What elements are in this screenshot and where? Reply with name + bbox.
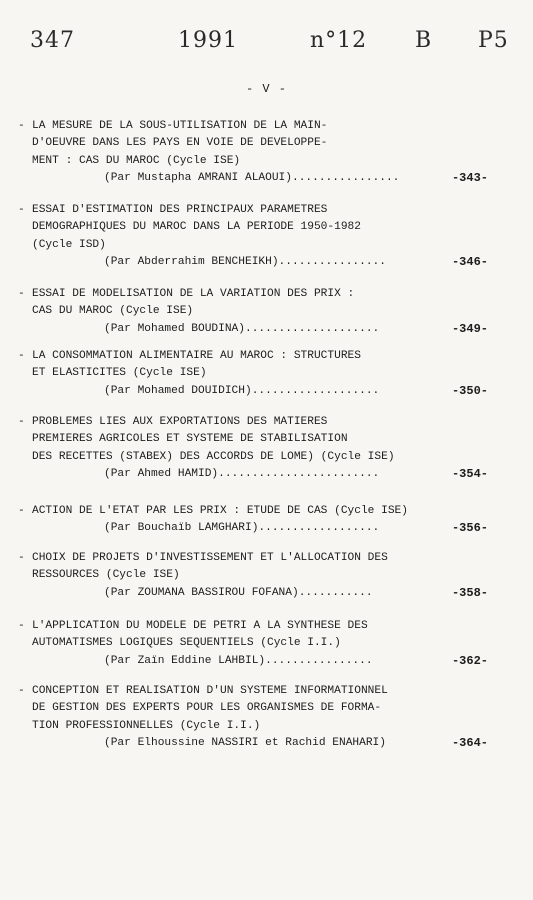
entry-dash: - (18, 505, 25, 517)
entry-title-line: DES RECETTES (STABEX) DES ACCORDS DE LOME) (Cycle ISE) (32, 450, 395, 463)
entry-dash: - (18, 685, 25, 697)
entry-author: (Par Ahmed HAMID)........................ (104, 467, 380, 480)
entry-title-line: ET ELASTICITES (Cycle ISE) (32, 367, 207, 380)
entry-page: -362- (451, 653, 488, 668)
entry-dash: - (18, 120, 25, 132)
entry-author-line (18, 321, 498, 338)
entry-dash: - (18, 350, 25, 362)
entry-title-line: PROBLEMES LIES AUX EXPORTATIONS DES MATIERES (32, 416, 328, 428)
handwritten-issue: n°12 (310, 28, 368, 53)
entry-title-line: ESSAI DE MODELISATION DE LA VARIATION DES PRIX : (32, 288, 355, 300)
entry-author-line (18, 585, 498, 602)
entry-title-line: (Cycle ISD) (32, 238, 106, 251)
toc-entry (18, 202, 498, 271)
entry-title-line: CHOIX DE PROJETS D'INVESTISSEMENT ET L'ALLOCATION DES (32, 552, 388, 564)
entry-author-line (18, 735, 498, 752)
entry-page: -346- (451, 254, 488, 269)
entry-page: -350- (451, 383, 488, 398)
entry-author: (Par Zaïn Eddine LAHBIL)................ (104, 654, 373, 667)
entry-title-line: ESSAI D'ESTIMATION DES PRINCIPAUX PARAMETRES (32, 204, 328, 216)
entry-author-line (18, 383, 498, 400)
entry-dash: - (18, 204, 25, 216)
entry-title-line: DEMOGRAPHIQUES DU MAROC DANS LA PERIODE 1950-1982 (32, 221, 361, 234)
entry-title-line: D'OEUVRE DANS LES PAYS EN VOIE DE DEVELOPPE- (32, 137, 328, 150)
entry-page: -358- (451, 585, 488, 600)
toc-entry (18, 618, 498, 670)
entry-page: -343- (451, 170, 488, 185)
handwritten-number: 347 (30, 28, 75, 53)
entry-title-line: LA MESURE DE LA SOUS-UTILISATION DE LA MAIN- (32, 120, 328, 132)
entry-page: -354- (451, 466, 488, 481)
handwritten-year: 1991 (178, 28, 238, 53)
entry-page: -364- (451, 735, 488, 750)
entry-title-line: CONCEPTION ET REALISATION D'UN SYSTEME INFORMATIONNEL (32, 685, 388, 697)
entry-title-line: LA CONSOMMATION ALIMENTAIRE AU MAROC : STRUCTURES (32, 350, 361, 362)
toc-entry (18, 286, 498, 338)
entry-author-line (18, 254, 498, 271)
entry-author-line (18, 466, 498, 483)
toc-entry (18, 503, 498, 538)
entry-title-line: L'APPLICATION DU MODELE DE PETRI A LA SYNTHESE DES (32, 620, 368, 632)
entry-author-line (18, 653, 498, 670)
entry-title-line: TION PROFESSIONNELLES (Cycle I.I.) (32, 719, 261, 732)
entry-author: (Par Mustapha AMRANI ALAOUI)................ (104, 171, 400, 184)
entry-author: (Par ZOUMANA BASSIROU FOFANA)........... (104, 586, 373, 599)
entry-title-line: ACTION DE L'ETAT PAR LES PRIX : ETUDE DE CAS (Cycle ISE) (32, 505, 408, 517)
toc-entry (18, 118, 498, 187)
entry-author-line (18, 170, 498, 187)
entry-page: -356- (451, 521, 488, 536)
entry-title-line: RESSOURCES (Cycle ISE) (32, 569, 180, 582)
entry-dash: - (18, 620, 25, 632)
entry-author: (Par Abderrahim BENCHEIKH)................ (104, 255, 386, 268)
toc-entry (18, 348, 498, 400)
entry-page: -349- (451, 321, 488, 336)
toc-entry (18, 683, 498, 752)
entry-author: (Par Mohamed DOUIDICH)................... (104, 384, 380, 397)
entry-title-line: AUTOMATISMES LOGIQUES SEQUENTIELS (Cycle I.I.) (32, 637, 341, 650)
handwritten-letter: B (415, 28, 433, 53)
entry-author: (Par Mohamed BOUDINA).................... (104, 322, 380, 335)
entry-title-line: MENT : CAS DU MAROC (Cycle ISE) (32, 154, 241, 167)
entry-title-line: DE GESTION DES EXPERTS POUR LES ORGANISMES DE FORMA- (32, 702, 382, 715)
entry-dash: - (18, 288, 25, 300)
toc-entry (18, 550, 498, 602)
entry-title-line: CAS DU MAROC (Cycle ISE) (32, 305, 194, 318)
entry-author-line (18, 520, 498, 537)
entry-title-line: PREMIERES AGRICOLES ET SYSTEME DE STABILISATION (32, 433, 348, 446)
entry-author: (Par Elhoussine NASSIRI et Rachid ENAHARI) (104, 736, 386, 749)
entry-dash: - (18, 552, 25, 564)
toc-entry (18, 414, 498, 483)
page-number: - V - (245, 82, 287, 96)
handwritten-code: P5 (478, 28, 509, 53)
entry-author: (Par Bouchaïb LAMGHARI).................. (104, 522, 380, 535)
entry-dash: - (18, 416, 25, 428)
